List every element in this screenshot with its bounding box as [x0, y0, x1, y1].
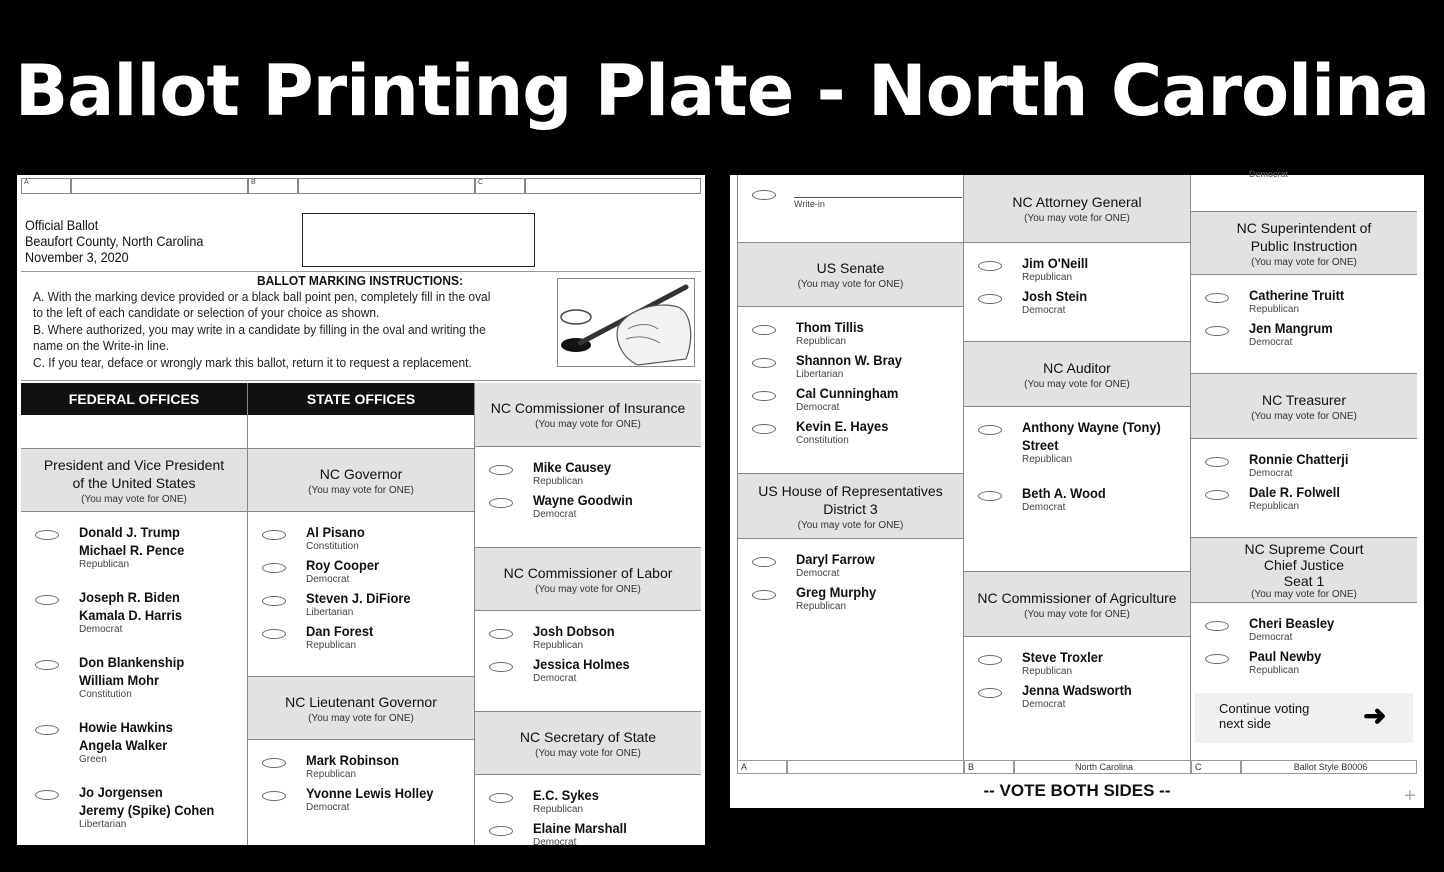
footer-ref-b: B: [964, 760, 1014, 774]
footer-ref-c: C: [1191, 760, 1241, 774]
vote-oval[interactable]: [1205, 654, 1229, 664]
candidate-name: Catherine Truitt: [1249, 287, 1345, 303]
vote-oval[interactable]: [978, 425, 1002, 435]
candidate-party: Libertarian: [79, 819, 127, 830]
instruction-b-cont: name on the Write-in line.: [33, 338, 170, 353]
candidate-name: Jen Mangrum: [1249, 320, 1333, 336]
race-title: US Senate: [816, 260, 885, 276]
candidate-row[interactable]: [475, 488, 701, 521]
candidate-row[interactable]: [964, 481, 1190, 529]
reference-row: [21, 178, 701, 194]
candidate-name: Jessica Holmes: [533, 656, 630, 672]
candidate-party: Republican: [533, 640, 584, 651]
candidate-row[interactable]: [738, 547, 963, 580]
race-title: NC Supreme Court: [1244, 540, 1364, 557]
vote-oval[interactable]: [752, 391, 776, 401]
candidate-name: Steve Troxler: [1022, 649, 1103, 665]
governor-candidate-list: [248, 512, 474, 676]
race-instruction: (You may vote for ONE): [535, 419, 641, 430]
candidate-party: Democrat: [306, 802, 350, 813]
race-title: Chief Justice: [1263, 556, 1345, 573]
candidate-name: Jenna Wadsworth: [1022, 682, 1132, 698]
candidate-row[interactable]: [21, 780, 247, 845]
race-title: NC Governor: [319, 465, 403, 482]
candidate-row[interactable]: [1191, 447, 1417, 480]
candidate-row[interactable]: [964, 284, 1190, 317]
candidate-party: Republican: [1249, 665, 1300, 676]
vote-oval[interactable]: [489, 826, 513, 836]
candidate-row[interactable]: [248, 748, 474, 781]
race-instruction: (You may vote for ONE): [797, 279, 904, 290]
superintendent-candidate-list: [1191, 275, 1417, 373]
candidate-party: Republican: [1022, 272, 1073, 283]
federal-column: [21, 383, 247, 845]
candidate-row[interactable]: [248, 520, 474, 553]
vote-oval[interactable]: [489, 498, 513, 508]
candidate-name: Joseph R. Biden: [79, 589, 180, 605]
race-title: NC Commissioner of Insurance: [490, 400, 686, 416]
candidate-row[interactable]: [1191, 316, 1417, 349]
candidate-party: Republican: [1249, 304, 1300, 315]
candidate-name: Yvonne Lewis Holley: [306, 785, 434, 801]
race-title: President and Vice President: [43, 456, 225, 473]
candidate-row[interactable]: [964, 645, 1190, 678]
vote-oval[interactable]: [752, 590, 776, 600]
race-title: Seat 1: [1283, 572, 1325, 589]
vote-oval[interactable]: [262, 530, 286, 540]
candidate-row[interactable]: [1191, 283, 1417, 316]
candidate-party: Republican: [796, 601, 847, 612]
vote-oval[interactable]: [1205, 326, 1229, 336]
candidate-party: Republican: [306, 640, 357, 651]
hand-pen-icon: [558, 279, 696, 368]
race-title: NC Superintendent of: [1236, 219, 1372, 236]
race-title: US House of Representatives: [758, 482, 943, 499]
vote-oval[interactable]: [1205, 457, 1229, 467]
race-insurance-header: [475, 383, 701, 447]
ref-a: A: [21, 178, 71, 194]
vote-oval[interactable]: [262, 596, 286, 606]
candidate-row[interactable]: [738, 381, 963, 414]
instruction-b: B. Where authorized, you may write in a candidate by filling in the oval and writing the: [33, 322, 486, 337]
instruction-c: C. If you tear, deface or wrongly mark this ballot, return it to request a replacement.: [33, 355, 472, 370]
race-title: NC Auditor: [1043, 359, 1111, 376]
lt-governor-candidate-list: [248, 740, 474, 814]
candidate-name: Jeremy (Spike) Cohen: [79, 802, 215, 818]
candidate-name: Mike Causey: [533, 459, 612, 475]
race-instruction: (You may vote for ONE): [535, 747, 641, 759]
divider: [21, 380, 701, 381]
vote-oval[interactable]: [978, 688, 1002, 698]
candidate-party: Democrat: [1022, 502, 1066, 513]
race-instruction: (You may vote for ONE): [1024, 608, 1130, 620]
serial-box: [302, 213, 535, 267]
instruction-a: A. With the marking device provided or a black ball point pen, completely fill in the oval: [33, 289, 491, 304]
candidate-name: Beth A. Wood: [1022, 485, 1106, 501]
candidate-name: Street: [1022, 437, 1059, 453]
candidate-party: Democrat: [1249, 632, 1293, 643]
candidate-party: Democrat: [79, 624, 123, 635]
vote-oval[interactable]: [489, 465, 513, 475]
vote-oval[interactable]: [1205, 621, 1229, 631]
candidate-name: William Mohr: [79, 672, 160, 688]
candidate-party: Republican: [796, 336, 847, 347]
candidate-party: Democrat: [533, 837, 577, 848]
treasurer-candidate-list: [1191, 439, 1417, 537]
candidate-row[interactable]: [21, 650, 247, 715]
vote-oval[interactable]: [978, 655, 1002, 665]
ballot-page-front: [17, 175, 705, 848]
write-in-row: [738, 175, 963, 243]
candidate-party: Democrat: [796, 402, 840, 413]
candidate-party: Republican: [1022, 666, 1073, 677]
insurance-candidate-list: [475, 447, 701, 547]
candidate-name: Steven J. DiFiore: [306, 590, 411, 606]
continue-voting-box: [1195, 693, 1413, 743]
instruction-a-cont: to the left of each candidate or selection of your choice as shown.: [33, 305, 380, 320]
candidate-party: Republican: [79, 559, 130, 570]
carryover-row: [1191, 169, 1417, 211]
candidate-row[interactable]: [475, 455, 701, 488]
divider: [21, 271, 701, 272]
candidate-row[interactable]: [738, 348, 963, 381]
race-instruction: (You may vote for ONE): [1251, 410, 1357, 422]
candidate-party: Constitution: [79, 689, 132, 700]
race-title: Public Instruction: [1250, 237, 1358, 254]
vote-oval[interactable]: [35, 530, 59, 540]
race-instruction: (You may vote for ONE): [797, 519, 904, 531]
attorney-candidate-list: [964, 243, 1190, 341]
candidate-party: Constitution: [306, 541, 359, 552]
ballot-county: Beaufort County, North Carolina: [25, 233, 204, 249]
race-title: NC Commissioner of Labor: [503, 564, 673, 581]
vote-oval[interactable]: [35, 790, 59, 800]
candidate-name: Howie Hawkins: [79, 719, 173, 735]
vote-oval[interactable]: [262, 563, 286, 573]
race-governor-header: [248, 448, 474, 512]
candidate-row[interactable]: [1191, 644, 1417, 677]
race-auditor-header: [964, 341, 1190, 407]
candidate-party: Democrat: [1249, 468, 1293, 479]
back-column-b: [964, 175, 1190, 760]
candidate-name: Dale R. Folwell: [1249, 484, 1340, 500]
candidate-name: Michael R. Pence: [79, 542, 185, 558]
candidate-name: Josh Stein: [1022, 288, 1088, 304]
candidate-name: Wayne Goodwin: [533, 492, 633, 508]
candidate-name: Roy Cooper: [306, 557, 379, 573]
vote-oval[interactable]: [752, 557, 776, 567]
candidate-party: Libertarian: [306, 607, 354, 618]
candidate-name: Thom Tillis: [796, 319, 864, 335]
house-candidate-list: [738, 539, 963, 613]
footer-reference-row: [737, 760, 1417, 774]
candidate-name: Cheri Beasley: [1249, 615, 1335, 631]
race-title: NC Treasurer: [1261, 391, 1347, 408]
candidate-party: Libertarian: [796, 369, 844, 380]
candidate-name: Greg Murphy: [796, 584, 877, 600]
arrow-right-icon: ➜: [1363, 700, 1387, 731]
ref-b: B: [248, 178, 298, 194]
candidate-name: Kamala D. Harris: [79, 607, 183, 623]
race-instruction: (You may vote for ONE): [81, 493, 187, 505]
ref-c-blank: [525, 178, 701, 194]
footer-blank-a: [787, 760, 964, 774]
race-instruction: (You may vote for ONE): [535, 583, 641, 595]
vote-oval[interactable]: [35, 595, 59, 605]
labor-candidate-list: [475, 611, 701, 711]
race-supreme-court-header: [1191, 537, 1417, 603]
race-title: of the United States: [72, 474, 196, 491]
race-lt-governor-header: [248, 676, 474, 740]
auditor-candidate-list: [964, 407, 1190, 571]
back-column-c: [1191, 169, 1417, 760]
race-title: District 3: [823, 500, 878, 517]
candidate-party: Republican: [1022, 454, 1073, 465]
agriculture-candidate-list: [964, 637, 1190, 711]
candidate-name: Don Blankenship: [79, 654, 185, 670]
race-instruction: (You may vote for ONE): [1251, 256, 1357, 268]
candidate-row[interactable]: [475, 619, 701, 652]
vote-oval[interactable]: [1205, 293, 1229, 303]
carryover-party: Democrat: [1249, 169, 1289, 179]
candidate-party: Republican: [533, 476, 584, 487]
vote-oval[interactable]: [489, 629, 513, 639]
vote-oval[interactable]: [262, 758, 286, 768]
continue-line-1: Continue voting: [1219, 701, 1310, 716]
candidate-name: Josh Dobson: [533, 623, 615, 639]
candidate-name: Anthony Wayne (Tony): [1022, 419, 1161, 435]
candidate-name: Elaine Marshall: [533, 820, 627, 836]
continue-label: [1219, 701, 1309, 731]
candidate-row[interactable]: [1191, 611, 1417, 644]
candidate-party: Democrat: [306, 574, 350, 585]
race-title: NC Commissioner of Agriculture: [977, 589, 1177, 606]
candidate-name: Kevin E. Hayes: [796, 418, 889, 434]
candidate-row[interactable]: [475, 652, 701, 685]
vote-oval[interactable]: [978, 491, 1002, 501]
vote-oval[interactable]: [35, 660, 59, 670]
race-instruction: (You may vote for ONE): [1251, 588, 1357, 600]
footer-ballot-style: Ballot Style B0006: [1241, 760, 1417, 774]
ballot-page-back: [730, 169, 1424, 808]
race-instruction: (You may vote for ONE): [308, 712, 414, 724]
vote-oval[interactable]: [978, 261, 1002, 271]
race-title: NC Attorney General: [1012, 194, 1142, 210]
candidate-name: Donald J. Trump: [79, 524, 180, 540]
candidate-name: E.C. Sykes: [533, 787, 599, 803]
federal-offices-heading: FEDERAL OFFICES: [21, 383, 247, 415]
back-column-a: [737, 175, 963, 760]
race-labor-header: [475, 547, 701, 611]
candidate-name: Jim O'Neill: [1022, 255, 1089, 271]
race-president-header: [21, 448, 247, 512]
race-house-header: [738, 473, 963, 539]
race-superintendent-header: [1191, 211, 1417, 275]
candidate-name: Angela Walker: [79, 737, 168, 753]
candidate-party: Democrat: [1022, 699, 1066, 710]
candidate-party: Green: [79, 754, 107, 765]
footer-ref-a: A: [737, 760, 787, 774]
candidate-party: Democrat: [533, 509, 577, 520]
race-secretary-header: [475, 711, 701, 775]
ref-c: C: [475, 178, 525, 194]
candidate-row[interactable]: [21, 585, 247, 650]
race-treasurer-header: [1191, 373, 1417, 439]
blank-row: [248, 415, 474, 448]
candidate-name: Al Pisano: [306, 524, 365, 540]
candidate-name: Ronnie Chatterji: [1249, 451, 1349, 467]
candidate-row[interactable]: [964, 251, 1190, 284]
ballot-type: Official Ballot: [25, 217, 99, 233]
vote-oval[interactable]: [1205, 490, 1229, 500]
race-senate-header: [738, 243, 963, 307]
candidate-row[interactable]: [475, 816, 701, 849]
candidate-party: Republican: [533, 804, 584, 815]
candidate-row[interactable]: [475, 783, 701, 816]
race-instruction: (You may vote for ONE): [1024, 213, 1130, 224]
blank-row: [21, 415, 247, 448]
president-candidate-list: [21, 512, 247, 845]
candidate-party: Democrat: [796, 568, 840, 579]
write-in-line[interactable]: Write-in: [794, 197, 962, 209]
candidate-row[interactable]: [21, 715, 247, 780]
candidate-party: Republican: [1249, 501, 1300, 512]
race-instruction: (You may vote for ONE): [1024, 378, 1130, 390]
senate-candidate-list: [738, 307, 963, 473]
candidate-name: Paul Newby: [1249, 648, 1322, 664]
candidate-name: Dan Forest: [306, 623, 374, 639]
ref-a-blank: [71, 178, 248, 194]
state-offices-heading: STATE OFFICES: [248, 383, 474, 415]
instructions-heading: BALLOT MARKING INSTRUCTIONS:: [257, 273, 463, 288]
candidate-party: Democrat: [533, 673, 577, 684]
candidate-row[interactable]: [21, 520, 247, 585]
vote-oval[interactable]: [489, 662, 513, 672]
candidate-row[interactable]: [964, 415, 1190, 481]
secretary-candidate-list: [475, 775, 701, 849]
vote-oval[interactable]: [752, 358, 776, 368]
vote-oval[interactable]: [489, 793, 513, 803]
candidate-row[interactable]: [248, 619, 474, 652]
candidate-name: Jo Jorgensen: [79, 784, 163, 800]
crosshair-icon: +: [1404, 785, 1416, 807]
race-agriculture-header: [964, 571, 1190, 637]
vote-oval[interactable]: [752, 424, 776, 434]
race-title: NC Secretary of State: [519, 728, 657, 745]
state-column-2: [475, 383, 701, 848]
state-column: [248, 383, 474, 845]
vote-oval[interactable]: [262, 791, 286, 801]
candidate-party: Constitution: [796, 435, 849, 446]
candidate-row[interactable]: [738, 414, 963, 447]
footer-state: North Carolina: [1014, 760, 1191, 774]
candidate-row[interactable]: [738, 315, 963, 348]
marking-example-illustration: [557, 278, 695, 367]
candidate-row[interactable]: [738, 580, 963, 613]
candidate-party: Democrat: [1249, 337, 1293, 348]
supreme-court-candidate-list: [1191, 603, 1417, 693]
candidate-party: Republican: [306, 769, 357, 780]
candidate-row[interactable]: [964, 678, 1190, 711]
vote-oval[interactable]: [262, 629, 286, 639]
vote-oval[interactable]: [978, 294, 1002, 304]
page-title: Ballot Printing Plate - North Carolina: [14, 50, 1430, 132]
candidate-name: Daryl Farrow: [796, 551, 875, 567]
race-title: NC Lieutenant Governor: [285, 693, 437, 710]
vote-oval[interactable]: [752, 325, 776, 335]
candidate-name: Shannon W. Bray: [796, 352, 902, 368]
ballot-date: November 3, 2020: [25, 249, 129, 265]
candidate-row[interactable]: [248, 586, 474, 619]
candidate-name: Cal Cunningham: [796, 385, 899, 401]
vote-both-sides: -- VOTE BOTH SIDES --: [983, 781, 1171, 800]
official-ballot-header: [25, 217, 223, 265]
race-attorney-header: [964, 175, 1190, 243]
candidate-row[interactable]: [1191, 480, 1417, 513]
candidate-party: Democrat: [1022, 305, 1066, 316]
candidate-name: Mark Robinson: [306, 752, 400, 768]
vote-oval[interactable]: [35, 725, 59, 735]
candidate-row[interactable]: [248, 781, 474, 814]
race-instruction: (You may vote for ONE): [308, 484, 414, 496]
write-in-oval[interactable]: [752, 190, 776, 200]
candidate-row[interactable]: [248, 553, 474, 586]
continue-line-2: next side: [1219, 716, 1272, 731]
ref-b-blank: [298, 178, 475, 194]
